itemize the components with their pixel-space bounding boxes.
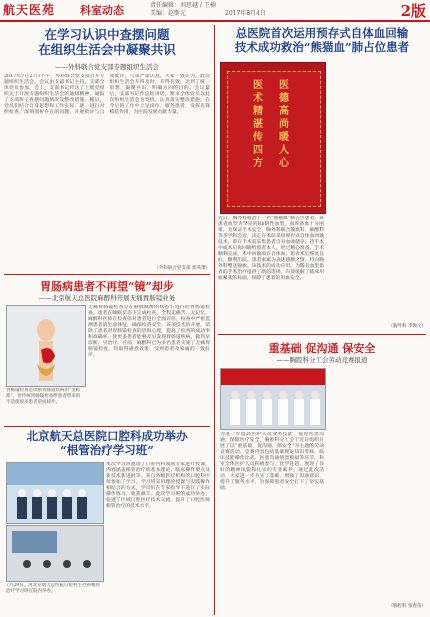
article5-body: 本次学习班邀请了口腔内科领域专家进行授课，内容涵盖根管治疗的基本理论、临床操作要点及新技术新进展等。来自各级医疗机构的口腔科医师参加了学习。学习班采用理论授课与实践操作相结合的方式，学员们在专家指导下进行了实际操作练习，收获颇丰。此次学习班的成功举办，促进了区域口腔医疗技术交流，提升了口腔医师根管治疗的技术水平。	[106, 462, 210, 509]
article3-body: 无痛胃肠镜检查是在静脉麻醉的状态下进行的胃肠镜检查，患者在睡眠状态下完成检查，全程无痛苦、无记忆。麻醉科医师在检查前对患者进行全面评估，检查中严密监测患者的生命体征，确保检查安全。该项技术的开展，消除了患者对胃肠镜检查的恐惧心理，提高了检查的成功率和准确率，使更多患者能够及早发现胃肠道疾病，做到早诊断、早治疗。目前，麻醉科已为多名患者实施了无痛胃肠镜检查，均取得满意效果，受到患者及家属的一致好评。	[88, 305, 210, 358]
article3-title: 胃肠病患者不再望“镜”却步	[40, 280, 174, 293]
article1-credit: （外科联合党支部 郭英璟）	[154, 266, 210, 271]
staff-group-icon	[221, 369, 325, 429]
banner-inner	[227, 71, 321, 207]
article1-subtitle: ——外科联合党支部专题组织生活会	[55, 63, 159, 71]
column-divider	[214, 25, 215, 615]
article1-title	[4, 27, 210, 57]
silk-banner-photo	[220, 62, 326, 214]
masthead-logo: 航天医苑	[3, 3, 56, 17]
date-line: 2017年8月4日	[225, 10, 266, 17]
article2-body-continued	[328, 62, 426, 332]
article2-title-line1: 总医院首次运用预存式自体血回输	[235, 26, 409, 40]
article4-body-continued	[328, 368, 426, 608]
class-photo	[6, 462, 104, 524]
article2-body: 近日，胸外科收治了一名“熊猫血”肺占位患者。该患者血型为罕见的Rh阴性血型，血库备血十分困难。为保证手术安全，胸外科联合输血科、麻醉科等多学科会诊，决定在术前采用预存式自体血回输技术，即在手术前采集患者自身血液储存，待手术中或术后再回输给患者本人。经过精心准备，手术顺利完成，术中回输预存自体血，患者术后恢复良好，顺利出院。患者家属为表达感激之情，特向胸外科赠送锦旗。该技术的成功应用，为稀有血型患者的手术治疗提供了新的选择，有效缓解了临床用血紧张的局面，保障了患者的用血安全。	[218, 216, 324, 281]
article5-title-line1: 北京航天总医院口腔科成功举办	[26, 429, 188, 443]
article4-title: 重基础 促沟通 保安全	[268, 342, 376, 355]
staff-group-photo	[220, 368, 326, 430]
stomach-diagram-image	[6, 305, 86, 387]
group-photo-icon	[7, 463, 103, 523]
article5-title-line2: “根管治疗学习班”	[60, 442, 154, 457]
classroom-icon	[7, 526, 103, 581]
article4-body: 为进一步提高医护人员业务技能，促进医患沟通，保障医疗安全，胸腔科分工会于近日组织开展了以“重基础、促沟通、保安全”为主题的劳动竞赛活动。竞赛内容包括基础理论知识考核、临床技能操作比武、医患沟通情景模拟等环节。科室全体医护人员积极参与，比学赶超，展现了良好的精神风貌和扎实的专业素养。通过此次活动，大家进一步夯实了基础，增强了沟通意识，提升了服务水平，为保障患者安全打下了坚实基础。	[220, 432, 324, 491]
article3-subtitle: ——北京航天总医院麻醉科开展无痛胃肠镜业务	[38, 294, 176, 302]
article1-title-line2: 在组织生活会中凝聚共识	[38, 42, 176, 57]
banner-text-left: 医术精湛传四方	[253, 80, 263, 169]
article4-credit: （胸腔科 张春苗）	[388, 604, 426, 609]
article-divider	[218, 334, 426, 335]
lecture-photo	[6, 525, 104, 582]
article-divider	[4, 426, 210, 427]
article4-subtitle: ——胸腔科分工会劳动竞赛报道	[276, 356, 368, 364]
editor-line: 责任编辑：刘思越 / 王楠	[150, 2, 216, 9]
article2-title	[218, 27, 426, 55]
page-number: 2版	[400, 2, 426, 20]
article2-credit: （胸外科 李焕文）	[388, 324, 426, 329]
article5-title	[4, 430, 210, 458]
article2-title-line2: 技术成功救治“熊猫血”肺占位患者	[234, 39, 410, 54]
banner-text-right: 医德高尚暖人心	[279, 80, 289, 169]
article-divider	[4, 274, 210, 275]
designer-line: 美编：赵斯元	[150, 10, 187, 17]
article1-body: 2017年7月27日下午，外科联合党支部召开专题组织生活会。会议由支部书记主持，支部全体党员参加。会上，支部书记传达了上级党组织关于开展专题组织生活会的通知精神，通报了支部班子查摆问题情况及整改措施。随后，党员们结合自身思想和工作实际，逐一进行对照检查，深刻剖析存在的问题，开展批评与自我批评，气氛严肃认真。大家一致认为，此次组织生活会开得及时、开得有效，达到了统一思想、凝聚共识、明确方向的目的。会议最后，支部书记作总结讲话，要求全体党员以此次组织生活会为契机，认真落实整改措施，在今后的工作中立足岗位、服务患者，发挥先锋模范作用，为医院发展贡献力量。	[4, 74, 210, 115]
article3-caption: 胃肠镜检查是诊断胃肠道疾病的“金标准”，但传统胃肠镜检查给患者带来的不适使很多患者望而却步。	[6, 388, 81, 405]
digestive-system-icon	[7, 306, 85, 386]
article5-caption: 7月29日，由北京航天总医院口腔科主办的根管治疗学习班在院内举办。	[6, 583, 101, 594]
article1-title-line1: 在学习认识中查摆问题	[44, 27, 170, 42]
section-title: 科室动态	[80, 4, 124, 17]
